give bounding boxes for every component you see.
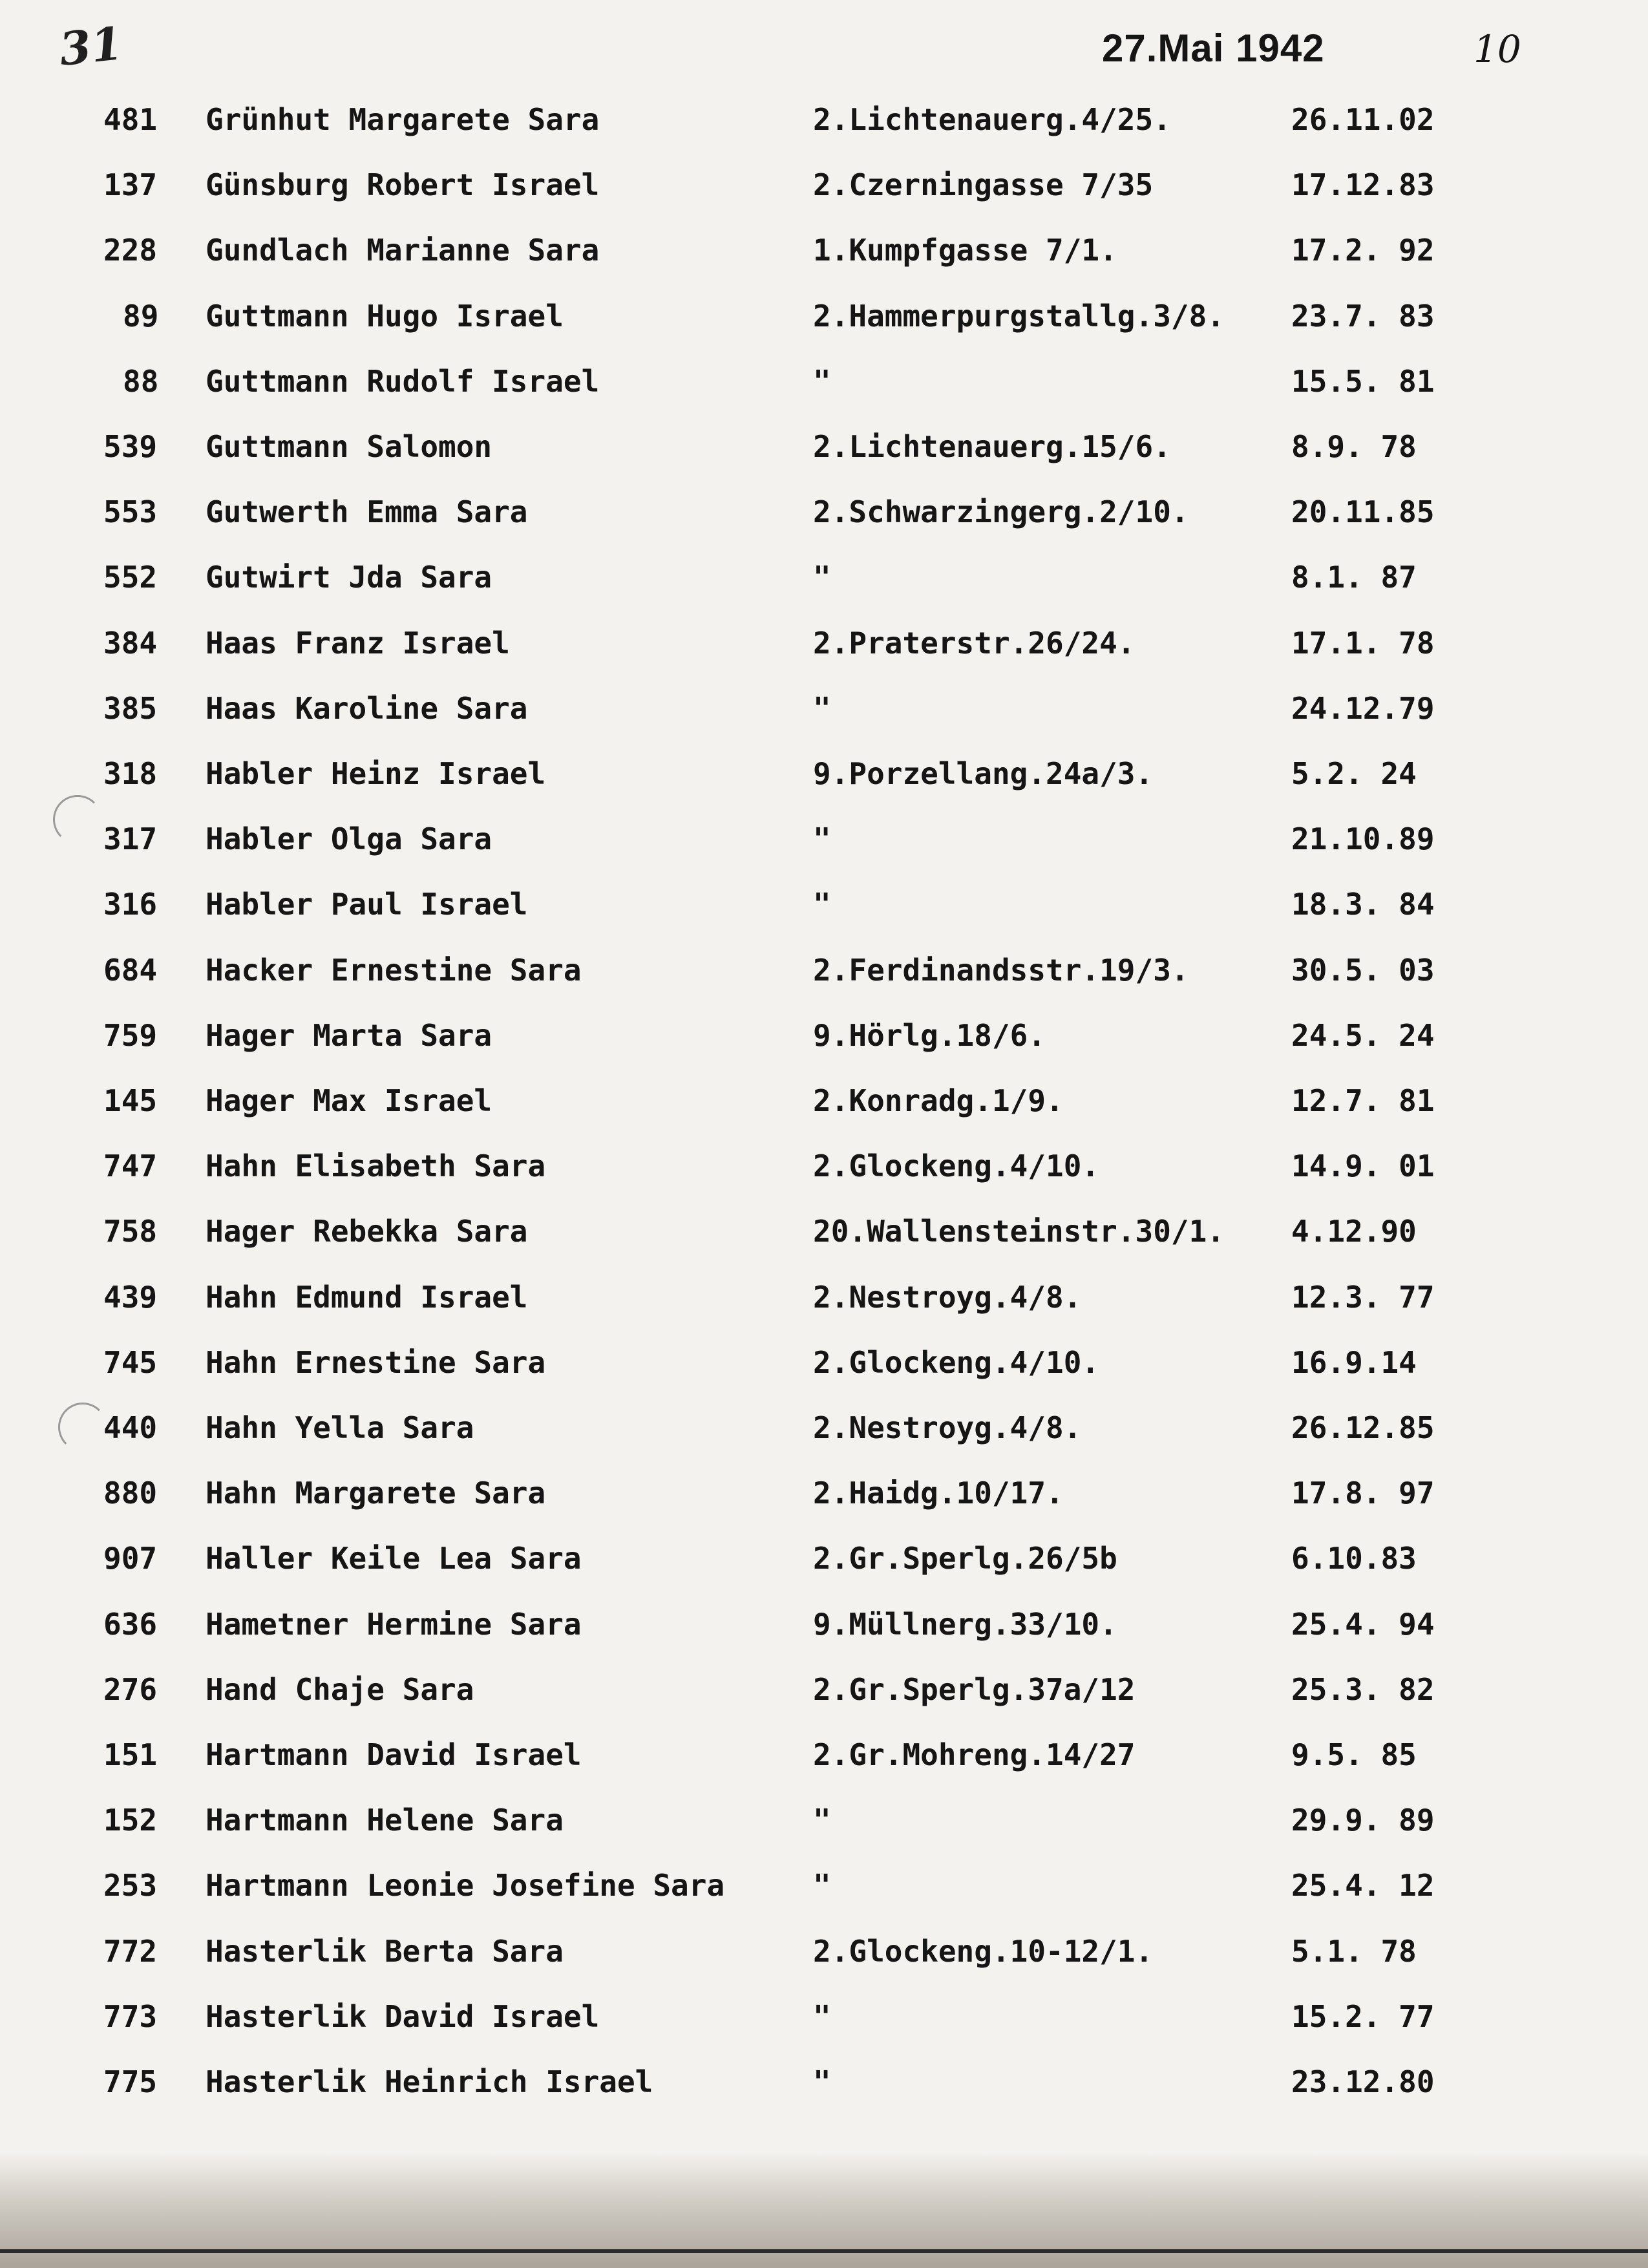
table-row <box>0 102 1648 167</box>
address: " <box>813 363 831 399</box>
table-row <box>0 494 1648 559</box>
table-row <box>0 887 1648 951</box>
table-row <box>0 953 1648 1017</box>
table-row <box>0 1280 1648 1344</box>
address: 2.Gr.Sperlg.37a/12 <box>813 1671 1136 1707</box>
page-number: 10 <box>1474 27 1521 71</box>
birth-date: 29.9. 89 <box>1291 1803 1435 1838</box>
handwritten-number: 31 <box>56 16 125 76</box>
table-row <box>0 299 1648 363</box>
entry-number: 89 <box>123 298 159 334</box>
entry-number: 440 <box>103 1410 158 1445</box>
birth-date: 8.1. 87 <box>1291 560 1417 595</box>
entry-number: 276 <box>103 1671 158 1707</box>
person-name: Hager Marta Sara <box>206 1017 492 1053</box>
address: " <box>813 1868 831 1903</box>
address: 2.Nestroyg.4/8. <box>813 1410 1082 1445</box>
entry-number: 137 <box>103 167 158 203</box>
table-row <box>0 1476 1648 1540</box>
entry-number: 253 <box>103 1868 158 1903</box>
birth-date: 5.1. 78 <box>1291 1933 1417 1969</box>
table-row <box>0 1541 1648 1606</box>
table-row <box>0 1868 1648 1933</box>
person-name: Hacker Ernestine Sara <box>206 952 582 988</box>
address: 2.Glockeng.4/10. <box>813 1149 1100 1184</box>
birth-date: 5.2. 24 <box>1291 756 1417 791</box>
address: 2.Schwarzingerg.2/10. <box>813 494 1189 530</box>
person-name: Hasterlik Berta Sara <box>206 1933 564 1969</box>
address: 1.Kumpfgasse 7/1. <box>813 233 1117 268</box>
birth-date: 24.5. 24 <box>1291 1017 1435 1053</box>
table-row <box>0 429 1648 494</box>
address: 2.Hammerpurgstallg.3/8. <box>813 298 1225 334</box>
entry-number: 553 <box>103 494 158 530</box>
birth-date: 25.4. 12 <box>1291 1868 1435 1903</box>
birth-date: 12.3. 77 <box>1291 1279 1435 1315</box>
entry-number: 151 <box>103 1737 158 1772</box>
birth-date: 20.11.85 <box>1291 494 1435 530</box>
birth-date: 26.12.85 <box>1291 1410 1435 1445</box>
address: " <box>813 1803 831 1838</box>
address: 2.Gr.Mohreng.14/27 <box>813 1737 1136 1772</box>
person-name: Haas Franz Israel <box>206 625 510 661</box>
table-row <box>0 691 1648 756</box>
table-row <box>0 1737 1648 1802</box>
person-name: Hahn Yella Sara <box>206 1410 474 1445</box>
table-row <box>0 560 1648 624</box>
entry-number: 907 <box>103 1541 158 1576</box>
entry-number: 152 <box>103 1803 158 1838</box>
person-name: Haas Karoline Sara <box>206 690 528 726</box>
birth-date: 12.7. 81 <box>1291 1083 1435 1118</box>
birth-date: 14.9. 01 <box>1291 1149 1435 1184</box>
person-name: Hager Max Israel <box>206 1083 492 1118</box>
table-row <box>0 1607 1648 1671</box>
address: 9.Porzellang.24a/3. <box>813 756 1154 791</box>
table-row <box>0 233 1648 297</box>
person-name: Hahn Ernestine Sara <box>206 1344 546 1380</box>
table-row <box>0 821 1648 886</box>
entry-number: 552 <box>103 560 158 595</box>
date-stamp: 27.Mai 1942 <box>1102 26 1325 70</box>
birth-date: 6.10.83 <box>1291 1541 1417 1576</box>
entry-number: 439 <box>103 1279 158 1315</box>
birth-date: 23.7. 83 <box>1291 298 1435 334</box>
address: 2.Praterstr.26/24. <box>813 625 1136 661</box>
entry-number: 228 <box>103 233 158 268</box>
person-name: Gutwirt Jda Sara <box>206 560 492 595</box>
birth-date: 30.5. 03 <box>1291 952 1435 988</box>
table-row <box>0 1803 1648 1867</box>
entry-number: 880 <box>103 1476 158 1511</box>
address: " <box>813 1998 831 2034</box>
birth-date: 16.9.14 <box>1291 1344 1417 1380</box>
table-row <box>0 1214 1648 1278</box>
birth-date: 21.10.89 <box>1291 821 1435 857</box>
table-row <box>0 1672 1648 1737</box>
birth-date: 18.3. 84 <box>1291 887 1435 922</box>
person-name: Hahn Margarete Sara <box>206 1476 546 1511</box>
address: 2.Ferdinandsstr.19/3. <box>813 952 1189 988</box>
address: " <box>813 2064 831 2099</box>
scan-edge-line <box>0 2249 1648 2253</box>
person-name: Hasterlik David Israel <box>206 1998 600 2034</box>
address: 2.Glockeng.4/10. <box>813 1344 1100 1380</box>
table-row <box>0 1999 1648 2064</box>
address: 9.Hörlg.18/6. <box>813 1017 1046 1053</box>
person-name: Hager Rebekka Sara <box>206 1214 528 1249</box>
entry-number: 745 <box>103 1344 158 1380</box>
table-row <box>0 167 1648 232</box>
birth-date: 25.4. 94 <box>1291 1606 1435 1642</box>
person-name: Hartmann David Israel <box>206 1737 582 1772</box>
entry-number: 384 <box>103 625 158 661</box>
table-row <box>0 2064 1648 2129</box>
table-row <box>0 364 1648 429</box>
person-name: Gundlach Marianne Sara <box>206 233 600 268</box>
entry-number: 318 <box>103 756 158 791</box>
person-name: Hametner Hermine Sara <box>206 1606 582 1642</box>
person-name: Hahn Edmund Israel <box>206 1279 528 1315</box>
birth-date: 15.2. 77 <box>1291 1998 1435 2034</box>
person-name: Habler Paul Israel <box>206 887 528 922</box>
person-name: Günsburg Robert Israel <box>206 167 600 203</box>
address: 2.Haidg.10/17. <box>813 1476 1064 1511</box>
entry-number: 773 <box>103 1998 158 2034</box>
person-name: Hartmann Leonie Josefine Sara <box>206 1868 725 1903</box>
birth-date: 15.5. 81 <box>1291 363 1435 399</box>
entry-number: 747 <box>103 1149 158 1184</box>
entry-number: 145 <box>103 1083 158 1118</box>
birth-date: 17.1. 78 <box>1291 625 1435 661</box>
entry-number: 317 <box>103 821 158 857</box>
birth-date: 25.3. 82 <box>1291 1671 1435 1707</box>
birth-date: 17.8. 97 <box>1291 1476 1435 1511</box>
entry-number: 539 <box>103 429 158 464</box>
address: " <box>813 887 831 922</box>
birth-date: 4.12.90 <box>1291 1214 1417 1249</box>
address: " <box>813 821 831 857</box>
person-name: Grünhut Margarete Sara <box>206 102 600 137</box>
entry-number: 684 <box>103 952 158 988</box>
birth-date: 17.12.83 <box>1291 167 1435 203</box>
entry-number: 316 <box>103 887 158 922</box>
entry-number: 88 <box>123 363 159 399</box>
entry-number: 385 <box>103 690 158 726</box>
entry-number: 758 <box>103 1214 158 1249</box>
person-name: Hartmann Helene Sara <box>206 1803 564 1838</box>
address: 2.Lichtenauerg.4/25. <box>813 102 1171 137</box>
table-row <box>0 1934 1648 1998</box>
entry-number: 759 <box>103 1017 158 1053</box>
person-name: Habler Olga Sara <box>206 821 492 857</box>
birth-date: 8.9. 78 <box>1291 429 1417 464</box>
address: 2.Konradg.1/9. <box>813 1083 1064 1118</box>
table-row <box>0 1149 1648 1213</box>
address: 2.Lichtenauerg.15/6. <box>813 429 1171 464</box>
person-name: Hand Chaje Sara <box>206 1671 474 1707</box>
person-name: Haller Keile Lea Sara <box>206 1541 582 1576</box>
address: 2.Glockeng.10-12/1. <box>813 1933 1154 1969</box>
table-row <box>0 626 1648 690</box>
person-name: Habler Heinz Israel <box>206 756 546 791</box>
table-row <box>0 1410 1648 1475</box>
address: 2.Gr.Sperlg.26/5b <box>813 1541 1117 1576</box>
birth-date: 23.12.80 <box>1291 2064 1435 2099</box>
table-row <box>0 756 1648 821</box>
entry-number: 481 <box>103 102 158 137</box>
person-name: Gutwerth Emma Sara <box>206 494 528 530</box>
entry-number: 636 <box>103 1606 158 1642</box>
table-row <box>0 1345 1648 1410</box>
birth-date: 26.11.02 <box>1291 102 1435 137</box>
birth-date: 9.5. 85 <box>1291 1737 1417 1772</box>
table-row <box>0 1083 1648 1148</box>
birth-date: 24.12.79 <box>1291 690 1435 726</box>
person-name: Guttmann Hugo Israel <box>206 298 564 334</box>
address: 2.Nestroyg.4/8. <box>813 1279 1082 1315</box>
address: " <box>813 690 831 726</box>
table-row <box>0 1018 1648 1083</box>
entry-number: 775 <box>103 2064 158 2099</box>
person-name: Guttmann Salomon <box>206 429 492 464</box>
person-name: Hahn Elisabeth Sara <box>206 1149 546 1184</box>
person-name: Guttmann Rudolf Israel <box>206 363 600 399</box>
address: 20.Wallensteinstr.30/1. <box>813 1214 1225 1249</box>
address: 9.Müllnerg.33/10. <box>813 1606 1117 1642</box>
address: " <box>813 560 831 595</box>
birth-date: 17.2. 92 <box>1291 233 1435 268</box>
person-name: Hasterlik Heinrich Israel <box>206 2064 653 2099</box>
address: 2.Czerningasse 7/35 <box>813 167 1154 203</box>
entry-number: 772 <box>103 1933 158 1969</box>
